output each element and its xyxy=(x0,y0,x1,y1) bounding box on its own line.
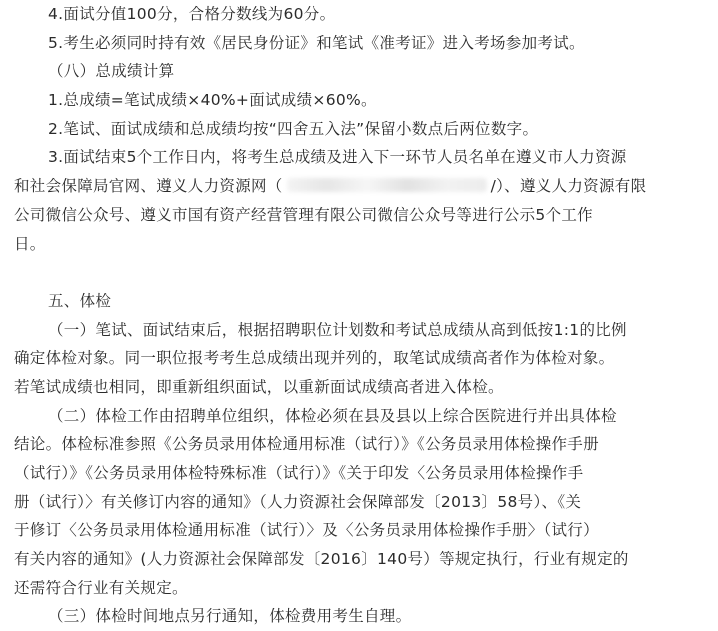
paragraph-line: 于修订〈公务员录用体检通用标准（试行）〉及〈公务员录用体检操作手册〉（试行） xyxy=(14,521,599,540)
paragraph-line: 公司微信公众号、遵义市国有资产经营管理有限公司微信公众号等进行公示5个工作 xyxy=(14,205,593,224)
paragraph-line: 5.考生必须同时持有效《居民身份证》和笔试《准考证》进入考场参加考试。 xyxy=(48,33,585,52)
paragraph-line: 日。 xyxy=(14,234,46,253)
paragraph-line xyxy=(14,172,702,201)
redacted-url xyxy=(287,178,487,192)
paragraph-line: 册（试行）〉有关修订内容的通知》（人力资源社会保障部发〔2013〕58号）、《关 xyxy=(14,492,582,511)
paragraph-line: 2.笔试、面试成绩和总成绩均按“四舍五入法”保留小数点后两位数字。 xyxy=(48,119,539,138)
paragraph-line: 有关内容的通知》(人力资源社会保障部发〔2016〕140号）等规定执行，行业有规定的 xyxy=(14,550,629,569)
paragraph-line: 还需符合行业有关规定。 xyxy=(14,578,188,597)
blank-line xyxy=(14,258,702,287)
paragraph-line: （试行）》《公务员录用体检特殊标准（试行）》《关于印发〈公务员录用体检操作手 xyxy=(14,464,584,482)
paragraph-line: 3.面试结束5个工作日内，将考生总成绩及进入下一环节人员名单在遵义市人力资源 xyxy=(48,148,627,167)
paragraph-line: （一）笔试、面试结束后，根据招聘职位计划数和考试总成绩从高到低按1:1的比例 xyxy=(48,320,627,339)
paragraph-line: 若笔试成绩也相同，即重新组织面试，以重新面试成绩高者进入体检。 xyxy=(14,377,504,396)
paragraph-line: 4.面试分值100分，合格分数线为60分。 xyxy=(48,5,336,23)
line-text: 和社会保障局官网、遵义人力资源网（ xyxy=(14,177,283,196)
paragraph-line: （二）体检工作由招聘单位组织，体检必须在县及县以上综合医院进行并出具体检 xyxy=(48,406,617,425)
paragraph-line: 结论。体检标准参照《公务员录用体检通用标准（试行）》《公务员录用体检操作手册 xyxy=(14,435,599,454)
paragraph-line: （三）体检时间地点另行通知，体检费用考生自理。 xyxy=(48,607,412,626)
paragraph-line: 确定体检对象。同一职位报考考生总成绩出现并列的，取笔试成绩高者作为体检对象。 xyxy=(14,349,615,368)
line-text: /）、遵义人力资源有限 xyxy=(490,177,647,196)
section-heading: （八）总成绩计算 xyxy=(48,62,175,81)
paragraph-line: 1.总成绩=笔试成绩×40%+面试成绩×60%。 xyxy=(48,91,377,110)
section-heading: 五、体检 xyxy=(48,291,112,310)
